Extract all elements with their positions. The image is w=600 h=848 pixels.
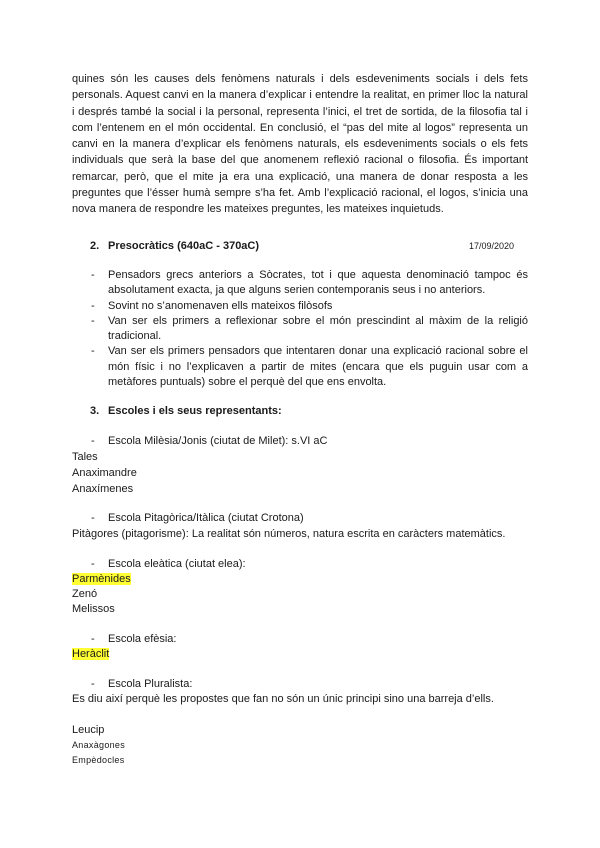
member-anaxagones: Anaxàgones	[72, 740, 126, 750]
list-item: - Pensadors grecs anteriors a Sòcrates, tot i que aquesta denominació tampoc és absolutament exacta, ja que alguns serien contemporanis seus i no anteriors.	[90, 268, 528, 299]
section-3-heading	[90, 405, 530, 417]
member-zeno: Zenó	[72, 588, 98, 600]
presocratics-bullet-list	[90, 268, 528, 390]
school-eleatica-label	[90, 557, 246, 571]
school-pitagorica-text: Escola Pitagòrica/Itàlica (ciutat Crotona)	[108, 512, 304, 524]
member-leucip: Leucip	[72, 724, 105, 736]
school-efesia-label	[90, 632, 176, 646]
section-2-date: 17/09/2020	[468, 241, 514, 251]
member-tales: Tales	[72, 451, 98, 463]
member-anaximandre: Anaximandre	[72, 467, 137, 479]
member-empedocles: Empèdocles	[72, 755, 125, 765]
section-3-title: Escoles i els seus representants:	[108, 405, 282, 417]
school-pitagorica-label	[90, 511, 304, 525]
member-melissos: Melissos	[72, 603, 115, 615]
school-efesia-text: Escola efèsia:	[108, 633, 177, 645]
highlighted-name: Heràclit	[72, 648, 110, 660]
member-heraclit	[72, 646, 109, 662]
pitagoras-note: Pitàgores (pitagorisme): La realitat són números, natura escrita en caràcters matemàtics.	[72, 528, 506, 540]
dash-marker: -	[91, 558, 95, 570]
intro-text: quines són les causes dels fenòmens naturals i dels esdeveniments socials i dels fets personals. Aquest canvi en la manera d’explicar i entendre la realitat, en primer lloc la natural i després també la social i la personal, representa l’inici, el tret de sortida, de la filosofia tal i com l’entenem en el món occidental. En conclusió, el “pas del mite al logos” representa un canvi en la manera d’explicar els fenòmens naturals, els esdeveniments socials o els fets individuals que serà la base del que anomenem reflexió racional o filosofia. És important remarcar, però, que el mite ja era una explicació, una manera de donar resposta a les preguntes que l’ésser humà sempre s’ha fet. Amb l’explicació racional, el logos, s’inicia una nova manera de respondre les mateixes preguntes, les mateixes inquietuds.	[72, 73, 528, 216]
school-eleatica-text: Escola eleàtica (ciutat elea):	[108, 558, 246, 570]
highlighted-name: Parmènides	[72, 573, 131, 585]
member-anaximenes: Anaxímenes	[72, 483, 134, 495]
school-milesia-label	[90, 434, 327, 448]
school-pluralista-text: Escola Pluralista:	[108, 678, 193, 690]
dash-marker: -	[91, 435, 95, 447]
dash-marker: -	[91, 633, 95, 645]
section-3-number: 3.	[90, 405, 100, 417]
list-item: - Van ser els primers a reflexionar sobre el món prescindint al màxim de la religió tradicional.	[90, 314, 528, 345]
section-2-title: Presocràtics (640aC - 370aC)	[108, 240, 260, 252]
pluralista-note: Es diu així perquè les propostes que fan no són un únic principi sino una barreja d’ells.	[72, 693, 494, 705]
section-2-number: 2.	[90, 240, 100, 252]
list-item: - Sovint no s’anomenaven ells mateixos filòsofs	[90, 299, 528, 314]
school-pluralista-label	[90, 677, 192, 691]
list-item: - Van ser els primers pensadors que intentaren donar una explicació racional sobre el món físic i no l’explicaven a partir de mites (encara que els puguin usar com a metàfores puntuals) sobre el perquè del que ens envolta.	[90, 344, 528, 390]
school-milesia-text: Escola Milèsia/Jonis (ciutat de Milet): s.VI aC	[108, 435, 328, 447]
intro-paragraph	[72, 71, 528, 218]
dash-marker: -	[91, 512, 95, 524]
dash-marker: -	[91, 678, 95, 690]
section-2-heading	[90, 239, 530, 253]
member-parmenides	[72, 571, 131, 587]
